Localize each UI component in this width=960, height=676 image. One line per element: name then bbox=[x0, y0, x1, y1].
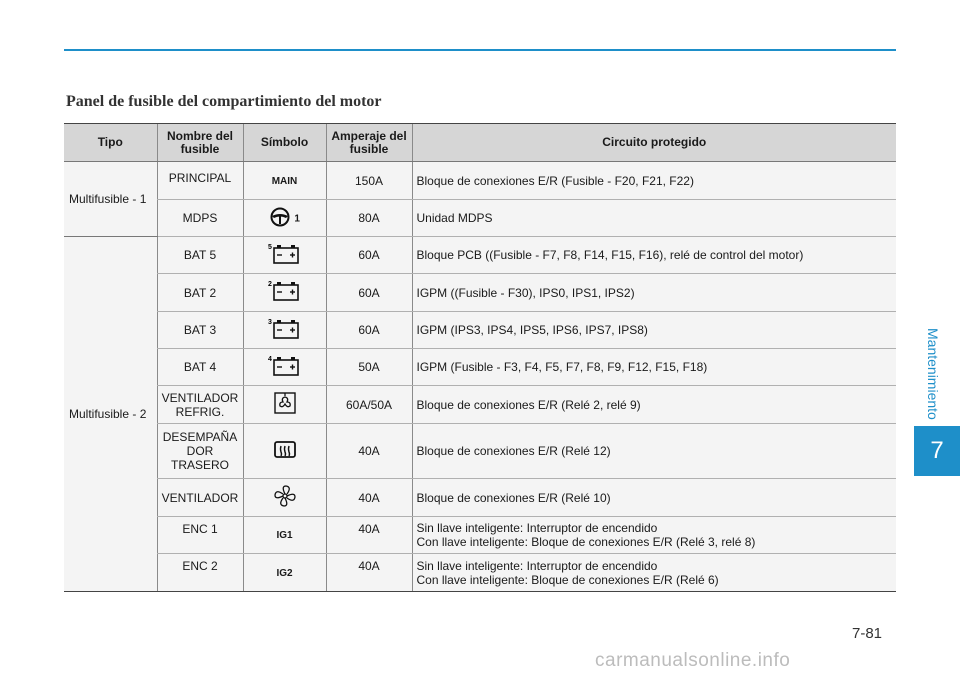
fuse-circuit: IGPM ((Fusible - F30), IPS0, IPS1, IPS2) bbox=[412, 274, 896, 312]
header-amperaje: Amperaje del fusible bbox=[326, 124, 412, 162]
chapter-tab: 7 bbox=[914, 426, 960, 476]
header-rule bbox=[64, 49, 896, 51]
fuse-circuit: IGPM (IPS3, IPS4, IPS5, IPS6, IPS7, IPS8) bbox=[412, 312, 896, 349]
group-tipo: Multifusible - 2 bbox=[64, 237, 157, 592]
fuse-circuit: Unidad MDPS bbox=[412, 200, 896, 237]
fuse-symbol bbox=[243, 386, 326, 424]
header-nombre: Nombre del fusible bbox=[157, 124, 243, 162]
svg-text:3: 3 bbox=[267, 318, 272, 326]
watermark: carmanualsonline.info bbox=[595, 650, 791, 671]
fuse-circuit: Sin llave inteligente: Interruptor de encendido Con llave inteligente: Bloque de conexiones E/R (Relé 6) bbox=[412, 554, 896, 592]
fuse-symbol bbox=[243, 274, 326, 312]
fuse-name: VENTILADOR bbox=[157, 479, 243, 517]
fuse-amp: 40A bbox=[326, 554, 412, 592]
fuse-amp: 40A bbox=[326, 424, 412, 479]
table-row bbox=[64, 424, 896, 479]
table-row bbox=[64, 349, 896, 386]
rear-defroster-icon bbox=[273, 439, 297, 464]
fuse-symbol bbox=[243, 312, 326, 349]
fuse-name: ENC 2 bbox=[157, 554, 243, 592]
main-label-icon: MAIN bbox=[271, 175, 298, 187]
table-row bbox=[64, 312, 896, 349]
fuse-circuit: Bloque de conexiones E/R (Relé 10) bbox=[412, 479, 896, 517]
table-row bbox=[64, 479, 896, 517]
fuse-name: BAT 5 bbox=[157, 237, 243, 274]
fuse-amp: 60A bbox=[326, 237, 412, 274]
fuse-symbol bbox=[243, 162, 326, 200]
fan-icon bbox=[272, 483, 298, 512]
fuse-name: PRINCIPAL bbox=[157, 162, 243, 200]
battery-icon bbox=[268, 279, 302, 306]
fuse-circuit: Bloque de conexiones E/R (Relé 12) bbox=[412, 424, 896, 479]
fuse-name: BAT 2 bbox=[157, 274, 243, 312]
section-side-label: Mantenimiento bbox=[925, 328, 941, 420]
fuse-amp: 40A bbox=[326, 517, 412, 554]
fuse-amp: 40A bbox=[326, 479, 412, 517]
fuse-name: MDPS bbox=[157, 200, 243, 237]
fuse-amp: 80A bbox=[326, 200, 412, 237]
fuse-symbol bbox=[243, 517, 326, 554]
page-title: Panel de fusible del compartimiento del motor bbox=[66, 93, 382, 110]
ig2-label-icon: IG2 bbox=[276, 567, 293, 579]
fuse-amp: 60A/50A bbox=[326, 386, 412, 424]
page-number: 7-81 bbox=[852, 625, 883, 642]
cooling-fan-icon bbox=[273, 391, 297, 418]
fuse-amp: 60A bbox=[326, 312, 412, 349]
fuse-circuit: Bloque de conexiones E/R (Fusible - F20, F21, F22) bbox=[412, 162, 896, 200]
fuse-circuit: IGPM (Fusible - F3, F4, F5, F7, F8, F9, F12, F15, F18) bbox=[412, 349, 896, 386]
fuse-symbol bbox=[243, 554, 326, 592]
header-simbolo: Símbolo bbox=[243, 124, 326, 162]
fuse-symbol bbox=[243, 237, 326, 274]
header-circuito: Circuito protegido bbox=[412, 124, 896, 162]
fuse-circuit: Bloque PCB ((Fusible - F7, F8, F14, F15, F16), relé de control del motor) bbox=[412, 237, 896, 274]
battery-icon bbox=[268, 317, 302, 344]
fuse-name: VENTILADOR REFRIG. bbox=[157, 386, 243, 424]
table-row bbox=[64, 274, 896, 312]
fuse-circuit: Bloque de conexiones E/R (Relé 2, relé 9) bbox=[412, 386, 896, 424]
header-tipo: Tipo bbox=[64, 124, 157, 162]
table-row bbox=[64, 386, 896, 424]
fuse-name: DESEMPAÑA DOR TRASERO bbox=[157, 424, 243, 479]
table-row bbox=[64, 237, 896, 274]
table-row bbox=[64, 554, 896, 592]
fuse-symbol bbox=[243, 349, 326, 386]
table-row bbox=[64, 200, 896, 237]
table-row bbox=[64, 162, 896, 200]
fuse-name: ENC 1 bbox=[157, 517, 243, 554]
svg-text:4: 4 bbox=[267, 355, 272, 363]
fuse-table bbox=[64, 123, 896, 592]
table-row bbox=[64, 517, 896, 554]
fuse-name: BAT 3 bbox=[157, 312, 243, 349]
group-tipo: Multifusible - 1 bbox=[64, 162, 157, 237]
fuse-amp: 150A bbox=[326, 162, 412, 200]
table-header-row bbox=[64, 124, 896, 162]
fuse-amp: 60A bbox=[326, 274, 412, 312]
fuse-name: BAT 4 bbox=[157, 349, 243, 386]
fuse-symbol bbox=[243, 424, 326, 479]
fuse-symbol bbox=[243, 479, 326, 517]
ig1-label-icon: IG1 bbox=[276, 530, 293, 541]
fuse-circuit: Sin llave inteligente: Interruptor de encendido Con llave inteligente: Bloque de conexiones E/R (Relé 3, relé 8) bbox=[412, 517, 896, 554]
svg-text:5: 5 bbox=[267, 243, 272, 251]
svg-text:2: 2 bbox=[267, 281, 272, 288]
steering-wheel-icon bbox=[269, 206, 291, 231]
fuse-amp: 50A bbox=[326, 349, 412, 386]
battery-icon bbox=[268, 354, 302, 381]
battery-icon bbox=[268, 242, 302, 269]
fuse-symbol: 1 bbox=[243, 200, 326, 237]
